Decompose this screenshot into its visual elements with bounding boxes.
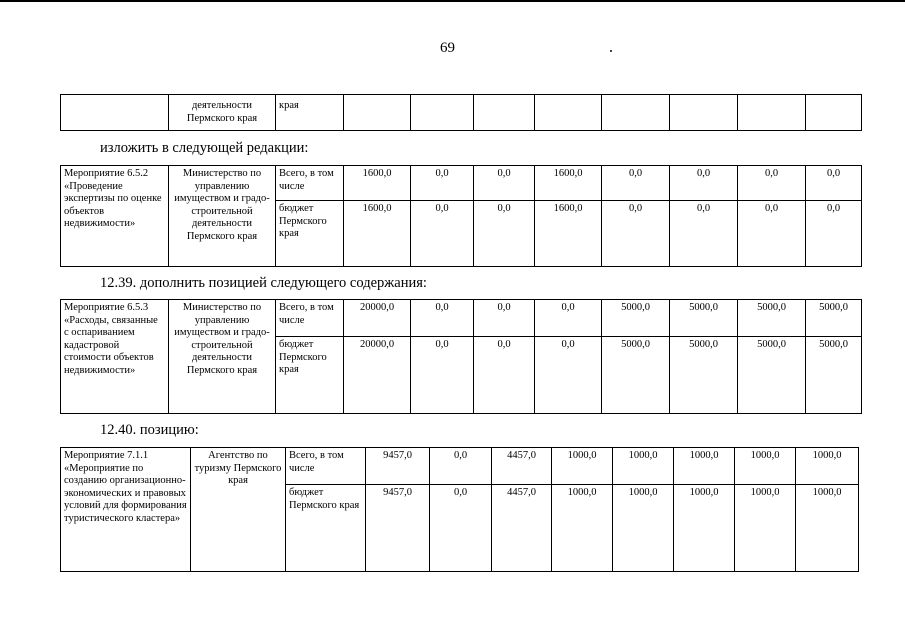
value-cell: 1000,0	[796, 485, 859, 572]
value-cell: 0,0	[411, 300, 474, 337]
executor-cell: Министерство по управлению имуществом и градо-строительной деятельности Пермского края	[169, 300, 276, 414]
value-cell: 0,0	[430, 448, 492, 485]
fragment-empty-cell	[411, 95, 474, 131]
value-cell: 1000,0	[552, 485, 613, 572]
value-cell: 1000,0	[674, 485, 735, 572]
value-cell: 5000,0	[806, 300, 862, 337]
value-cell: 1000,0	[613, 448, 674, 485]
source-cell: Всего, в том числе	[286, 448, 366, 485]
value-cell: 1000,0	[735, 448, 796, 485]
value-cell: 0,0	[670, 166, 738, 201]
value-cell: 20000,0	[344, 337, 411, 414]
fragment-empty-cell	[474, 95, 535, 131]
value-cell: 1600,0	[344, 166, 411, 201]
value-cell: 4457,0	[492, 448, 552, 485]
value-cell: 0,0	[738, 201, 806, 267]
value-cell: 0,0	[806, 201, 862, 267]
value-cell: 0,0	[806, 166, 862, 201]
fragment-empty-cell	[602, 95, 670, 131]
value-cell: 0,0	[535, 300, 602, 337]
source-cell: бюджет Пермского края	[276, 201, 344, 267]
measure-name-cell: Мероприятие 6.5.2 «Проведение экспертизы по оценке объектов недвижимости»	[61, 166, 169, 267]
measure-name-cell: Мероприятие 7.1.1 «Мероприятие по созданию организационно-экономических и правовых условий для формирования туристического кластера»	[61, 448, 191, 572]
value-cell: 1600,0	[535, 166, 602, 201]
scan-speck	[610, 50, 612, 52]
fragment-empty-cell	[806, 95, 862, 131]
value-cell: 4457,0	[492, 485, 552, 572]
fragment-table	[60, 94, 862, 131]
value-cell: 0,0	[602, 166, 670, 201]
measure-name-cell: Мероприятие 6.5.3 «Расходы, связанные с оспариванием кадастровой стоимости объектов недвижимости»	[61, 300, 169, 414]
value-cell: 5000,0	[806, 337, 862, 414]
value-cell: 0,0	[411, 201, 474, 267]
top-border-line	[0, 0, 905, 2]
executor-cell: Министерство по управлению имуществом и градо-строительной деятельности Пермского края	[169, 166, 276, 267]
measure-table-7-1-1	[60, 447, 859, 572]
fragment-empty-cell	[344, 95, 411, 131]
value-cell: 0,0	[474, 337, 535, 414]
value-cell: 5000,0	[602, 300, 670, 337]
value-cell: 0,0	[474, 166, 535, 201]
value-cell: 0,0	[670, 201, 738, 267]
fragment-empty-cell	[535, 95, 602, 131]
value-cell: 0,0	[411, 337, 474, 414]
value-cell: 1000,0	[613, 485, 674, 572]
value-cell: 9457,0	[366, 448, 430, 485]
value-cell: 5000,0	[670, 337, 738, 414]
heading-edit-instruction: изложить в следующей редакции:	[100, 140, 309, 156]
value-cell: 5000,0	[738, 300, 806, 337]
value-cell: 1600,0	[535, 201, 602, 267]
value-cell: 0,0	[474, 201, 535, 267]
value-cell: 20000,0	[344, 300, 411, 337]
value-cell: 5000,0	[670, 300, 738, 337]
fragment-measure-cell	[61, 95, 169, 131]
measure-table-6-5-2	[60, 165, 862, 267]
fragment-source-cell: края	[276, 95, 344, 131]
value-cell: 1000,0	[552, 448, 613, 485]
value-cell: 0,0	[602, 201, 670, 267]
value-cell: 1000,0	[674, 448, 735, 485]
fragment-empty-cell	[738, 95, 806, 131]
executor-cell: Агентство по туризму Пермского края	[191, 448, 286, 572]
value-cell: 0,0	[474, 300, 535, 337]
value-cell: 1600,0	[344, 201, 411, 267]
source-cell: Всего, в том числе	[276, 166, 344, 201]
page-number: 69	[440, 40, 455, 56]
source-cell: бюджет Пермского края	[276, 337, 344, 414]
measure-table-6-5-3	[60, 299, 862, 414]
value-cell: 5000,0	[602, 337, 670, 414]
value-cell: 0,0	[430, 485, 492, 572]
fragment-empty-cell	[670, 95, 738, 131]
value-cell: 1000,0	[796, 448, 859, 485]
value-cell: 0,0	[738, 166, 806, 201]
source-cell: бюджет Пермского края	[286, 485, 366, 572]
value-cell: 9457,0	[366, 485, 430, 572]
heading-position: 12.40. позицию:	[100, 422, 199, 438]
heading-add-position: 12.39. дополнить позицией следующего содержания:	[100, 275, 427, 291]
source-cell: Всего, в том числе	[276, 300, 344, 337]
value-cell: 1000,0	[735, 485, 796, 572]
fragment-executor-cell: деятельности Пермского края	[169, 95, 276, 131]
value-cell: 0,0	[535, 337, 602, 414]
value-cell: 5000,0	[738, 337, 806, 414]
value-cell: 0,0	[411, 166, 474, 201]
